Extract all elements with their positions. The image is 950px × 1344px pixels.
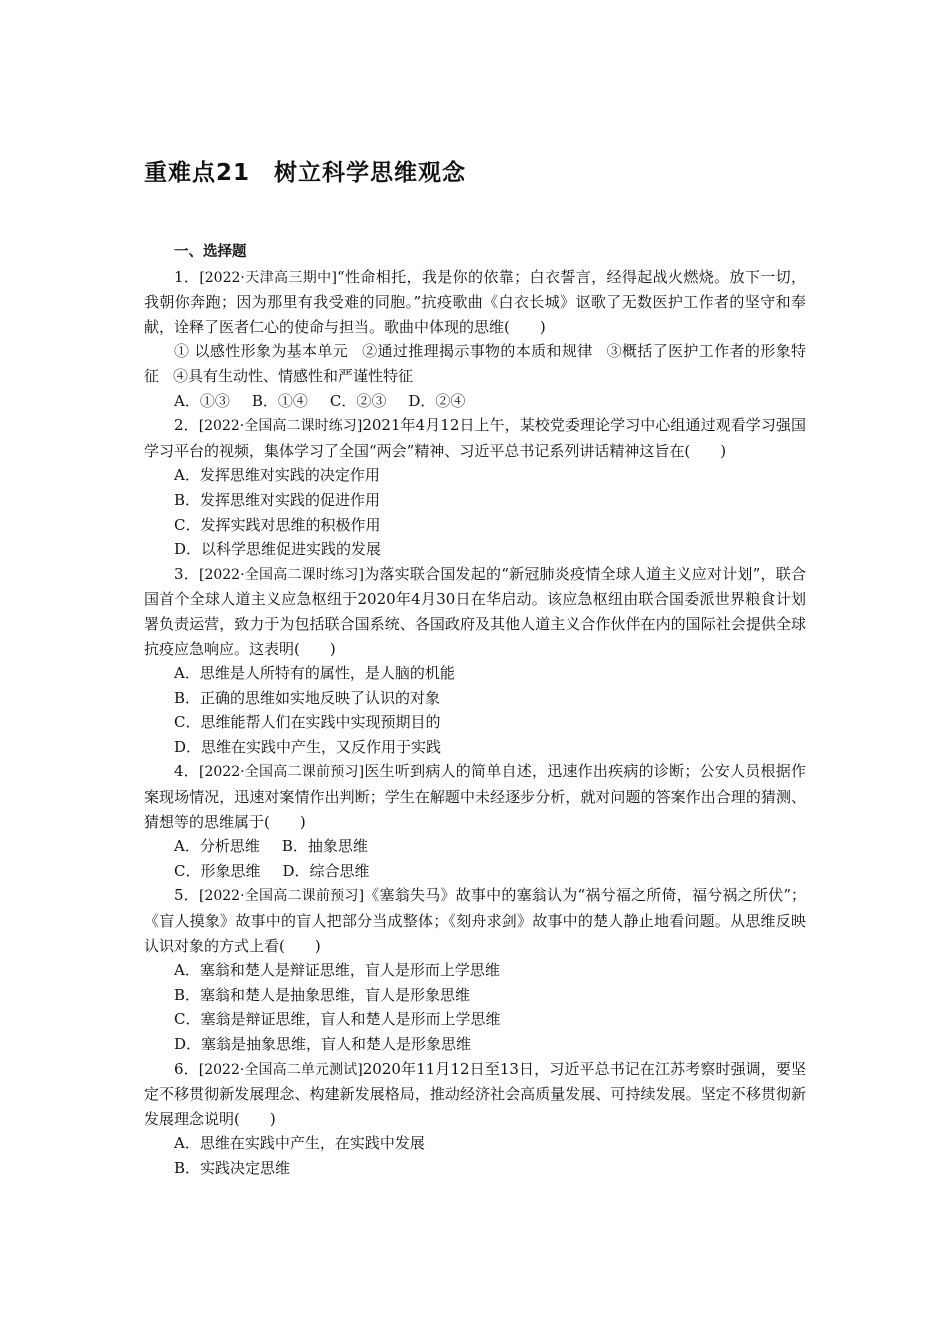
option: B．发挥思维对实践的促进作用 bbox=[174, 490, 381, 509]
option: C．②③ bbox=[329, 391, 387, 410]
option: B．抽象思维 bbox=[281, 837, 368, 856]
option: A．思维是人所特有的属性，是人脑的机能 bbox=[174, 664, 455, 683]
question-text: 2021年4月12日上午，某校党委理论学习中心组通过观看学习强国学习平台的视频，集体学习了全国“两会”精神、习近平总书记系列讲话精神这旨在( ) bbox=[144, 416, 806, 460]
question-text: 医生听到病人的简单自述，迅速作出疾病的诊断；公安人员根据作案现场情况，迅速对案情作出判断；学生在解题中未经逐步分析，就对问题的答案作出合理的猜测、猜想等的思维属于( ) bbox=[144, 762, 806, 831]
option: D．以科学思维促进实践的发展 bbox=[174, 540, 382, 559]
option: D．思维在实践中产生，又反作用于实践 bbox=[174, 737, 442, 756]
question-number: 2． bbox=[174, 416, 199, 435]
option: B．塞翁和楚人是抽象思维，盲人是形象思维 bbox=[174, 985, 471, 1004]
option: B．正确的思维如实地反映了认识的对象 bbox=[174, 688, 441, 707]
page-title: 重难点21 树立科学思维观念 bbox=[144, 160, 467, 186]
question-source: [2022·全国高二课时练习] bbox=[198, 418, 363, 435]
section-heading: 一、选择题 bbox=[174, 244, 247, 260]
question-source: [2022·全国高二课前预习] bbox=[199, 764, 365, 781]
question-3-stem bbox=[144, 562, 806, 661]
option: C．思维能帮人们在实践中实现预期目的 bbox=[174, 713, 441, 732]
option: D．综合思维 bbox=[282, 861, 370, 880]
option: D．②④ bbox=[408, 391, 466, 410]
option: A．①③ bbox=[174, 391, 230, 410]
option: A．思维在实践中产生，在实践中发展 bbox=[174, 1134, 425, 1153]
option: C．塞翁是辩证思维，盲人和楚人是形而上学思维 bbox=[174, 1010, 501, 1029]
question-number: 1． bbox=[174, 267, 200, 286]
option: A．分析思维 bbox=[174, 837, 260, 856]
option: C．形象思维 bbox=[174, 861, 261, 880]
option: D．塞翁是抽象思维，盲人和楚人是形象思维 bbox=[174, 1035, 472, 1053]
question-1-stem bbox=[144, 265, 806, 340]
question-source: [2022·全国高二课时练习] bbox=[199, 566, 364, 583]
statement: ④具有生动性、情感性和严谨性特征 bbox=[173, 366, 414, 385]
option: B．①④ bbox=[251, 391, 308, 410]
question-4-stem bbox=[144, 759, 806, 834]
question-source: [2022·天津高三期中] bbox=[199, 269, 337, 286]
question-number: 5． bbox=[174, 886, 199, 905]
question-list bbox=[144, 240, 806, 1181]
question-5-stem bbox=[144, 883, 806, 958]
question-text: 《塞翁失马》故事中的塞翁认为“祸兮福之所倚，福兮祸之所伏”；《盲人摸象》故事中的盲人把部分当成整体；《刻舟求剑》故事中的楚人静止地看问题。从思维反映认识对象的方式上看( ) bbox=[144, 886, 806, 955]
question-source: [2022·全国高二单元测试] bbox=[198, 1061, 363, 1078]
question-number: 4． bbox=[174, 762, 200, 781]
question-2-stem bbox=[144, 413, 806, 463]
question-1-options bbox=[144, 389, 806, 414]
statement: ③概括了医护工作者的形象特征 bbox=[144, 342, 806, 385]
question-1-statements bbox=[144, 339, 806, 388]
question-text: 为落实联合国发起的“新冠肺炎疫情全球人道主义应对计划”，联合国首个全球人道主义应急枢纽于2020年4月30日在华启动。该应急枢纽由联合国委派世界粮食计划署负责运营，致力于为包括联合国系统、各国政府及其他人道主义合作伙伴在内的国际社会提供全球抗疫应急响应。这表明( ) bbox=[144, 564, 806, 658]
option: B．实践决定思维 bbox=[174, 1158, 291, 1177]
question-6-stem bbox=[144, 1057, 806, 1132]
question-text: “性命相托，我是你的依靠；白衣誓言，经得起战火燃烧。放下一切，我朝你奔跑；因为那里有我受难的同胞。”抗疫歌曲《白衣长城》讴歌了无数医护工作者的坚守和奉献，诠释了医者仁心的使命与担当。歌曲中体现的思维( ) bbox=[144, 267, 806, 336]
statement: ① 以感性形象为基本单元 bbox=[174, 342, 349, 361]
option: C．发挥实践对思维的积极作用 bbox=[174, 515, 381, 534]
question-number: 6． bbox=[174, 1059, 199, 1078]
option: A．发挥思维对实践的决定作用 bbox=[174, 466, 380, 485]
question-4-options-row bbox=[144, 834, 806, 859]
statement: ②通过推理揭示事物的本质和规律 bbox=[362, 342, 593, 361]
question-4-options-row bbox=[144, 859, 806, 884]
question-text: 2020年11月12日至13日，习近平总书记在江苏考察时强调，要坚定不移贯彻新发展理念、构建新发展格局，推动经济社会高质量发展、可持续发展。坚定不移贯彻新发展理念说明( ) bbox=[144, 1059, 806, 1128]
question-number: 3． bbox=[174, 564, 199, 583]
question-source: [2022·全国高二课前预习] bbox=[199, 888, 365, 905]
option: A．塞翁和楚人是辩证思维，盲人是形而上学思维 bbox=[174, 961, 500, 980]
